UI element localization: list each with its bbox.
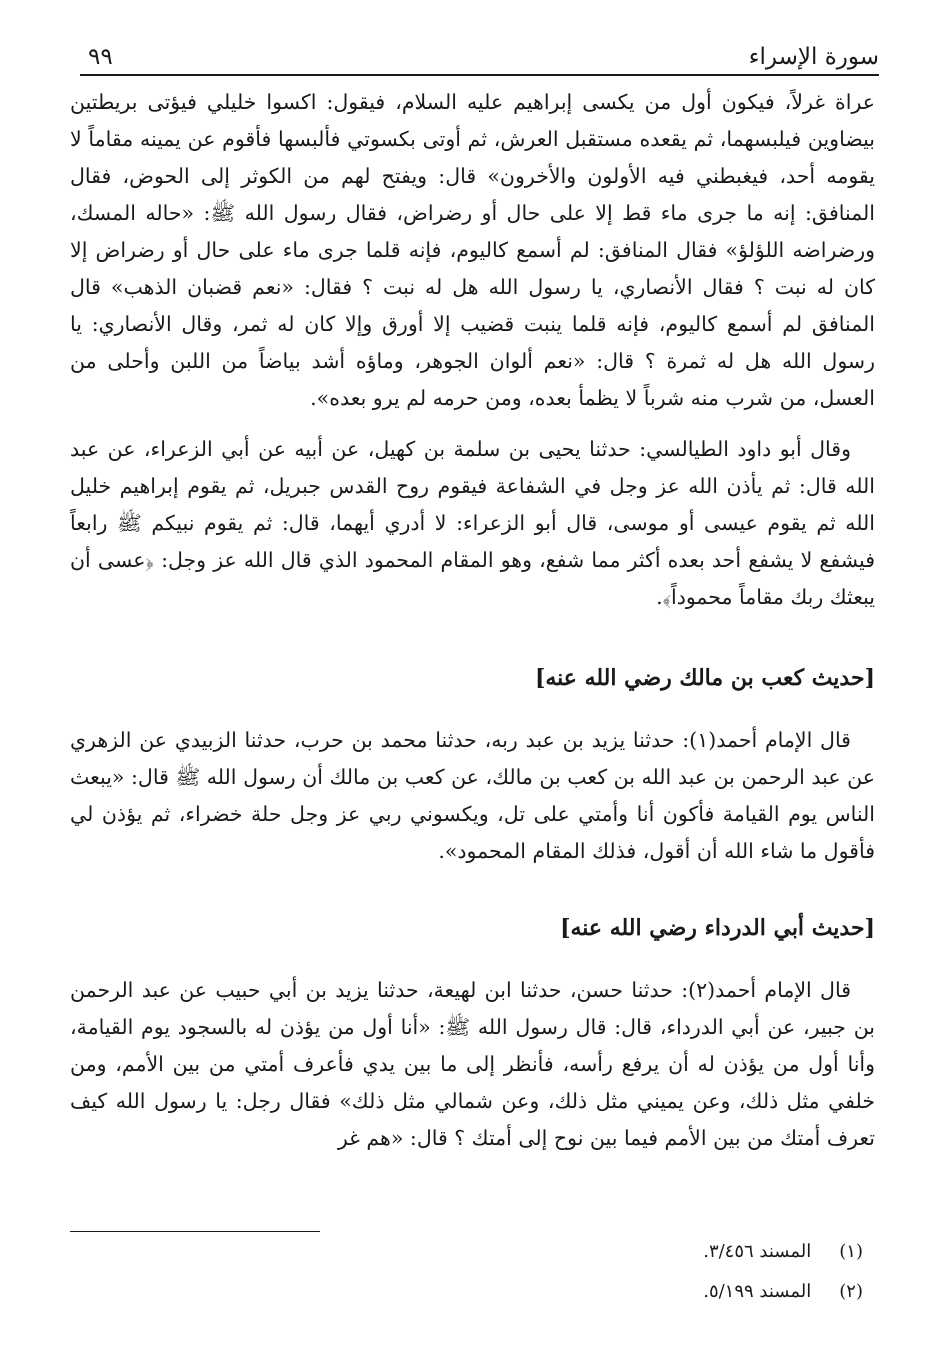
section-heading-abu-darda: [حديث أبي الدرداء رضي الله عنه] (560, 915, 875, 941)
section-heading-kaab: [حديث كعب بن مالك رضي الله عنه] (534, 665, 875, 691)
footnote-marker: (١) (839, 1241, 863, 1262)
main-text (70, 84, 875, 1157)
paragraph-1: عراة غرلاً، فيكون أول من يكسى إبراهيم عليه السلام، فيقول: اكسوا خليلي فيؤتى بريطتين بيضاوين فيلبسهما، ثم يقعده مستقبل العرش، ثم أوتى بكسوتي فألبسها فأقوم عن يمينه مقاماً لا يقومه أحد، فيغبطني فيه الأولون والأخرون» قال: ويفتح لهم من الكوثر إلى الحوض، فقال المنافق: إنه ما جرى ماء قط إلا على حال أو رضراض، فقال رسول الله ﷺ: «حاله المسك، ورضراضه اللؤلؤ» فقال المنافق: لم أسمع كاليوم، فإنه قلما جرى ماء على حال أو رضراض إلا كان له نبت ؟ فقال الأنصاري، يا رسول الله هل له نبت ؟ فقال: «نعم قضبان الذهب» قال المنافق لم أسمع كاليوم، فإنه قلما ينبت قضيب إلا أورق وإلا كان له ثمر، وقال الأنصاري: يا رسول الله هل له ثمرة ؟ قال: «نعم ألوان الجوهر، وماؤه أشد بياضاً من اللبن وأحلى من العسل، من شرب منه شرباً لا يظمأ بعده، ومن حرمه لم يرو بعده». (70, 90, 875, 410)
footnotes (70, 1232, 875, 1312)
footnote-1 (70, 1232, 875, 1272)
footnote-2 (70, 1272, 875, 1312)
paragraph-4: قال الإمام أحمد(٢): حدثنا حسن، حدثنا ابن لهيعة، حدثنا يزيد بن أبي حبيب عن عبد الرحمن بن جبير، عن أبي الدرداء، قال: قال رسول الله ﷺ: «أنا أول من يؤذن له بالسجود يوم القيامة، وأنا أول من يؤذن له أن يرفع رأسه، فأنظر إلى ما بين يدي فأعرف أمتي من بين الأمم، ومن خلفي مثل ذلك، وعن يميني مثل ذلك، وعن شمالي مثل ذلك» فقال رجل: يا رسول الله كيف تعرف أمتك من بين الأمم فيما بين نوح إلى أمتك ؟ قال: «هم غر (70, 978, 875, 1150)
surah-title: سورة الإسراء (748, 44, 879, 70)
running-header (80, 40, 879, 76)
footnote-text: المسند ٣/٤٥٦. (703, 1241, 812, 1262)
footnote-separator (70, 1231, 320, 1232)
footnote-marker: (٢) (839, 1281, 863, 1302)
paragraph-2: وقال أبو داود الطيالسي: حدثنا يحيى بن سلمة بن كهيل، عن أبيه عن أبي الزعراء، عن عبد الله قال: ثم يأذن الله عز وجل في الشفاعة فيقوم روح القدس جبريل، ثم يقوم إبراهيم خليل الله ثم يقوم عيسى أو موسى، قال أبو الزعراء: لا أدري أيهما، قال: ثم يقوم نبيكم ﷺ رابعاً فيشفع لا يشفع أحد بعده أكثر مما شفع، وهو المقام المحمود الذي قال الله عز وجل: ﴿عسى أن يبعثك ربك مقاماً محموداً﴾. (70, 437, 875, 609)
footnote-text: المسند ٥/١٩٩. (703, 1281, 812, 1302)
paragraph-3: قال الإمام أحمد(١): حدثنا يزيد بن عبد ربه، حدثنا محمد بن حرب، حدثنا الزبيدي عن الزهري عن عبد الرحمن بن عبد الله بن كعب بن مالك، عن كعب بن مالك أن رسول الله ﷺ قال: «يبعث الناس يوم القيامة فأكون أنا وأمتي على تل، ويكسوني ربي عز وجل حلة خضراء، ثم يؤذن لي فأقول ما شاء الله أن أقول، فذلك المقام المحمود». (70, 728, 875, 863)
page-number: ٩٩ (88, 44, 113, 70)
